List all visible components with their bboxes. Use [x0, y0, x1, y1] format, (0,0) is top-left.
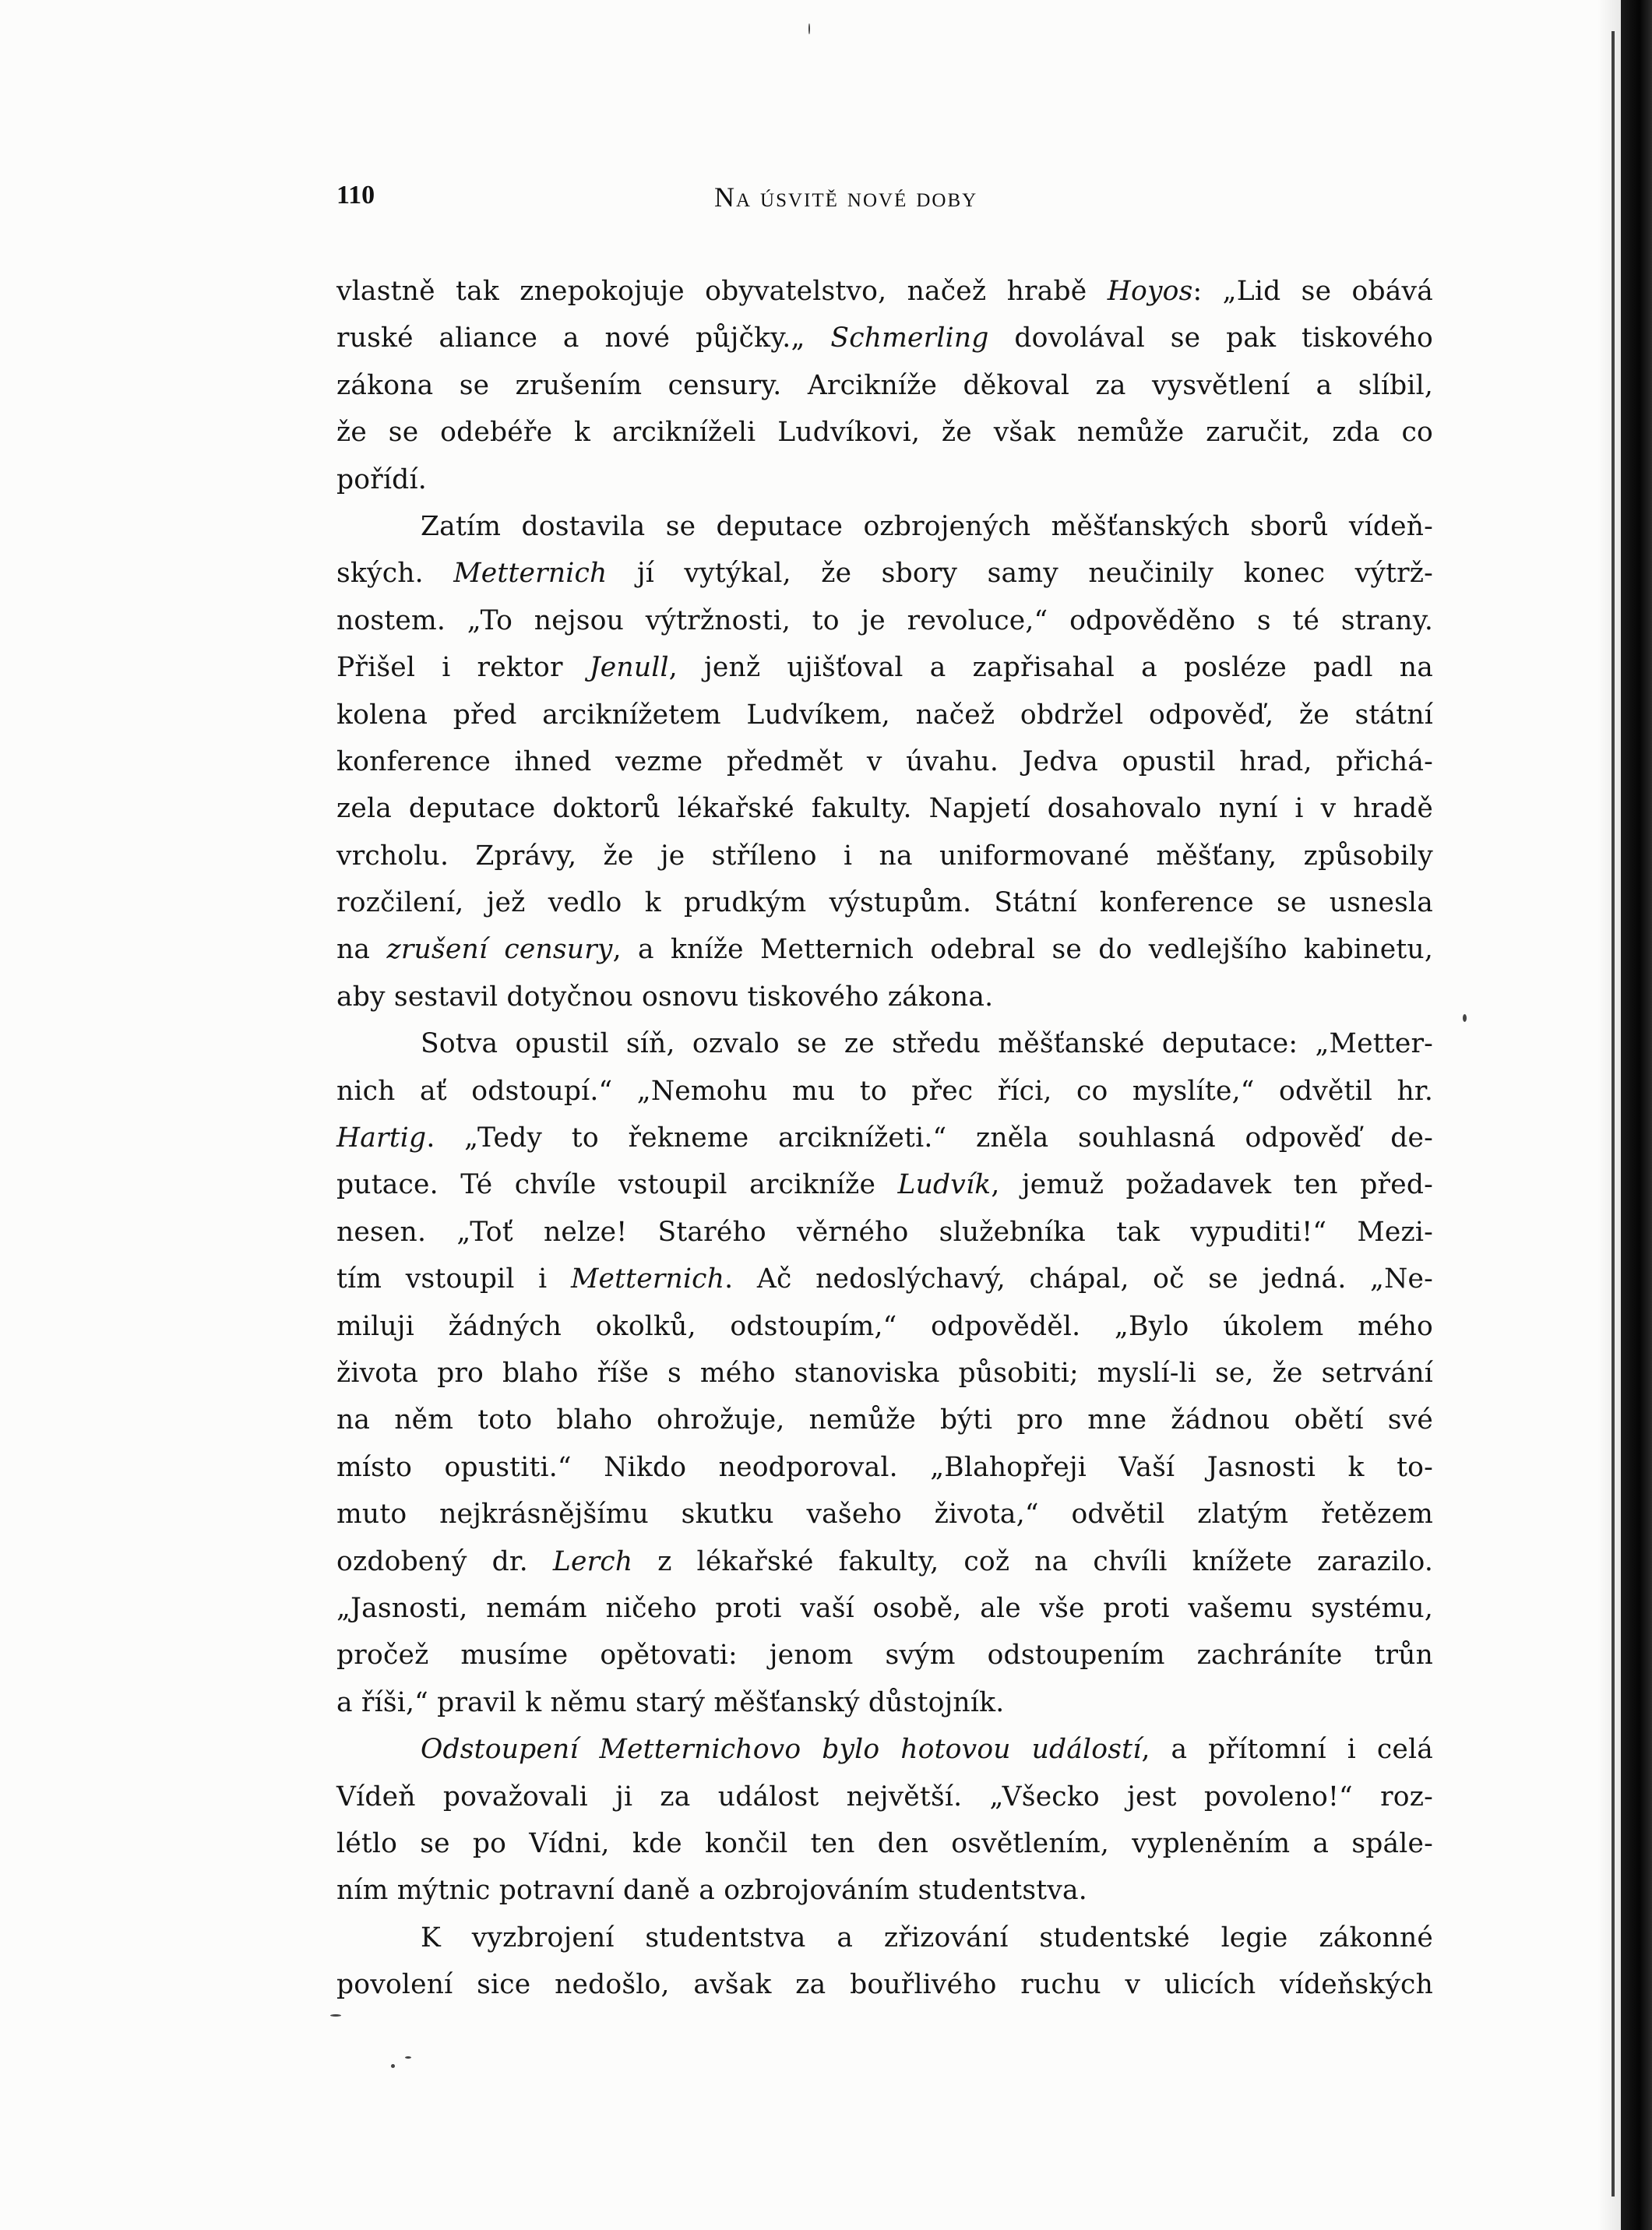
scan-speck	[1463, 1014, 1467, 1022]
text-line: ním mýtnic potravní daně a ozbrojováním studentstva.	[336, 1875, 1087, 1907]
scan-speck	[391, 2064, 395, 2068]
text-line: zákona se zrušením censury. Arcikníže děkoval za vysvětlení a slíbil,	[336, 369, 1433, 401]
text-line: ských. Metternich jí vytýkal, že sbory samy neučinily konec výtrž-	[336, 558, 1434, 590]
italic-name: Jenull	[589, 652, 669, 684]
page-edge-line	[1611, 31, 1615, 2197]
text-line: na zrušení censury, a kníže Metternich odebral se do vedlejšího kabinetu,	[336, 934, 1433, 966]
scan-speck	[808, 23, 810, 34]
text-line: a říši,“ pravil k němu starý měšťanský důstojník.	[336, 1686, 1005, 1718]
body-text	[336, 268, 1433, 2008]
page-number: 110	[336, 181, 375, 210]
text-line: zela deputace doktorů lékařské fakulty. Napjetí dosahovalo nyní i v hradě	[336, 793, 1433, 825]
text-line: vrcholu. Zprávy, že je stříleno i na uniformované měšťany, způsobily	[336, 840, 1433, 872]
text-line: Sotva opustil síň, ozvalo se ze středu měšťanské deputace: „Metter-	[421, 1028, 1433, 1060]
text-line: rozčilení, jež vedlo k prudkým výstupům. Státní konference se usnesla	[336, 887, 1433, 919]
text-line: nostem. „To nejsou výtržnosti, to je revoluce,“ odpověděno s té strany.	[336, 604, 1433, 636]
page-edge-shadow	[1597, 0, 1621, 2230]
italic-name: Hoyos	[1107, 276, 1193, 307]
scan-speck	[330, 2014, 341, 2017]
text-line: putace. Té chvíle vstoupil arcikníže Ludvík, jemuž požadavek ten před-	[336, 1169, 1433, 1201]
text-line: vlastně tak znepokojuje obyvatelstvo, načež hrabě Hoyos: „Lid se obává	[336, 276, 1433, 307]
italic-name: Metternich	[570, 1263, 725, 1295]
text-line: že se odebéře k arcikníželi Ludvíkovi, že však nemůže zaručit, zda co	[336, 417, 1433, 449]
text-line: „Jasnosti, nemám ničeho proti vaší osobě, ale vše proti vašemu systému,	[336, 1592, 1433, 1624]
scanner-border	[1621, 0, 1652, 2230]
text-line: létlo se po Vídni, kde končil ten den osvětlením, vypleněním a spále-	[336, 1827, 1433, 1859]
text-line: Vídeň považovali ji za událost největší. „Všecko jest povoleno!“ roz-	[336, 1781, 1433, 1813]
text-line: nesen. „Toť nelze! Starého věrného služebníka tak vypuditi!“ Mezi-	[336, 1216, 1433, 1248]
text-line: miluji žádných okolků, odstoupím,“ odpověděl. „Bylo úkolem mého	[336, 1310, 1433, 1342]
text-line: Přišel i rektor Jenull, jenž ujišťoval a zapřisahal a posléze padl na	[336, 652, 1433, 684]
running-title: Na úsvitě nové doby	[714, 181, 978, 213]
text-line: Odstoupení Metternichovo bylo hotovou událostí, a přítomní i celá	[421, 1734, 1433, 1766]
italic-name: Hartig	[336, 1122, 427, 1154]
text-line: povolení sice nedošlo, avšak za bouřlivého ruchu v ulicích vídeňských	[336, 1969, 1433, 2001]
italic-name: Metternich	[453, 558, 608, 590]
text-line: pročež musíme opětovati: jenom svým odstoupením zachráníte trůn	[336, 1640, 1433, 1672]
text-line: ozdobený dr. Lerch z lékařské fakulty, což na chvíli knížete zarazilo.	[336, 1545, 1433, 1577]
text-line: na něm toto blaho ohrožuje, nemůže býti pro mne žádnou obětí své	[336, 1404, 1433, 1436]
text-line: nich ať odstoupí.“ „Nemohu mu to přec říci, co myslíte,“ odvětil hr.	[336, 1075, 1433, 1107]
text-line: K vyzbrojení studentstva a zřizování studentské legie zákonné	[421, 1922, 1433, 1953]
italic-name: zrušení censury	[386, 934, 613, 966]
scan-speck	[405, 2056, 411, 2059]
italic-name: Odstoupení Metternichovo bylo hotovou událostí	[421, 1734, 1142, 1766]
text-line: života pro blaho říše s mého stanoviska působiti; myslí-li se, že setrvání	[336, 1357, 1433, 1389]
text-line: Hartig. „Tedy to řekneme arciknížeti.“ zněla souhlasná odpověď de-	[336, 1122, 1433, 1154]
text-line: Zatím dostavila se deputace ozbrojených měšťanských sborů vídeň-	[421, 510, 1433, 542]
italic-name: Lerch	[552, 1545, 633, 1577]
text-line: konference ihned vezme předmět v úvahu. Jedva opustil hrad, přichá-	[336, 745, 1433, 777]
text-line: pořídí.	[336, 463, 427, 495]
italic-name: Schmerling	[830, 322, 989, 354]
text-line: aby sestavil dotyčnou osnovu tiskového zákona.	[336, 981, 994, 1013]
italic-name: Ludvík	[897, 1169, 992, 1201]
text-line: kolena před arciknížetem Ludvíkem, načež obdržel odpověď, že státní	[336, 699, 1433, 731]
text-line: muto nejkrásnějšímu skutku vašeho života,“ odvětil zlatým řetězem	[336, 1499, 1433, 1531]
text-line: ruské aliance a nové půjčky.„ Schmerling dovolával se pak tiskového	[336, 322, 1434, 354]
text-line: tím vstoupil i Metternich. Ač nedoslýchavý, chápal, oč se jedná. „Ne-	[336, 1263, 1433, 1295]
text-line: místo opustiti.“ Nikdo neodporoval. „Blahopřeji Vaší Jasnosti k to-	[336, 1451, 1433, 1483]
page-header	[336, 181, 1435, 227]
